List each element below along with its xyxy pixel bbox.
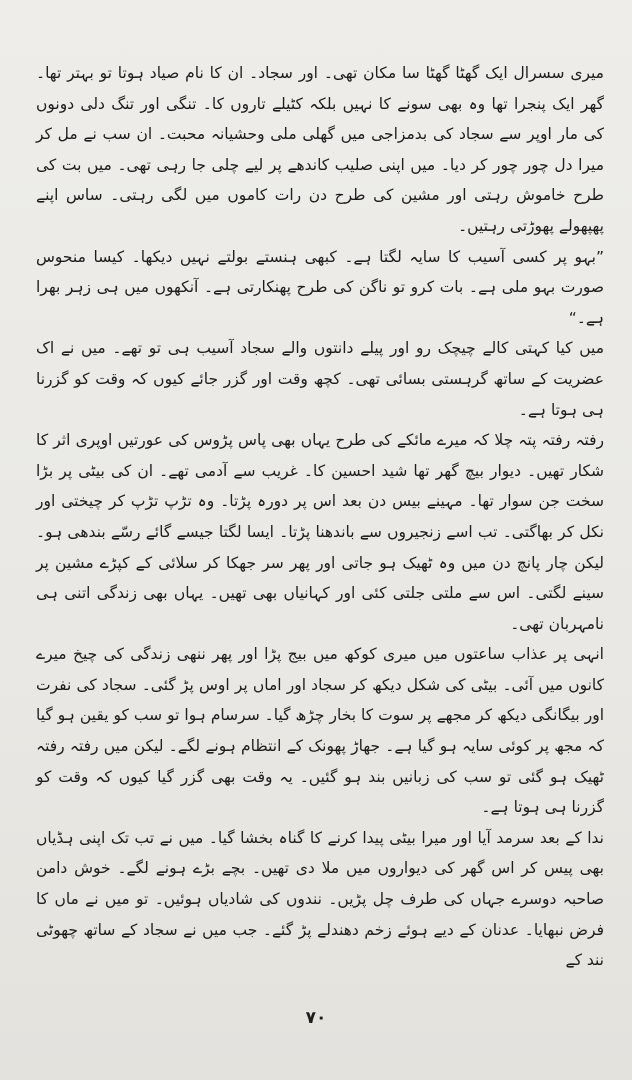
page-number: ۷۰ xyxy=(305,1008,327,1028)
paragraph-6: ندا کے بعد سرمد آیا اور میرا بیٹی پیدا کرنے کا گناہ بخشا گیا۔ میں نے تب تک اپنی ہڈیاں بھی پیس کر اس گھر کی دیواروں میں ملا دی تھیں۔ بچے بڑے ہونے لگے۔ خوش دامن صاحبہ دوسرے جہاں کی طرف چل پڑیں۔ نندوں کی شادیاں ہوئیں۔ تو میں نے ماں کا فرض نبھایا۔ عدنان کے دیے ہوئے زخم دھندلے پڑ گئے۔ جب میں نے سجاد کے ساتھ چھوٹی نند کے xyxy=(36,828,604,970)
paragraph-4: رفتہ رفتہ پتہ چلا کہ میرے مائکے کی طرح یہاں بھی پاس پڑوس کی عورتیں اوپری اثر کا شکار تھیں۔ دیوار بیچ گھر تھا شید احسین کا۔ غریب سے آدمی تھے۔ ان کی بیٹی پر بڑا سخت جن سوار تھا۔ مہینے بیس دن بعد اس پر دورہ پڑتا۔ وہ تڑپ تڑپ کر چیختی اور نکل کر بھاگتی۔ تب اسے زنجیروں سے باندھنا پڑتا۔ ایسا لگتا جیسے گائے رسّے بندھی ہو۔ لیکن چار پانچ دن میں وہ ٹھیک ہو جاتی اور پھر سر جھکا کر سلائی کے کپڑے مشین پر سینے لگتی۔ اس سے ملتی جلتی کئی اور کہانیاں بھی تھیں۔ یہاں بھی زندگی اتنی ہی نامہربان تھی۔ xyxy=(36,431,604,633)
paragraph-3: میں کیا کہتی کالے چیچک رو اور پیلے دانتوں والے سجاد آسیب ہی تو تھے۔ میں نے اک عضریت کے ساتھ گرہستی بسائی تھی۔ کچھ وقت اور گزر جائے کیوں کہ وقت کو گزرنا ہی ہوتا ہے۔ xyxy=(36,339,604,419)
paragraph-5: انہی پر عذاب ساعتوں میں میری کوکھ میں بیج پڑا اور پھر ننھی زندگی کی چیخ میرے کانوں میں آئی۔ بیٹی کی شکل دیکھ کر سجاد اور اماں پر اوس پڑ گئی۔ سجاد کی نفرت اور بیگانگی دیکھ کر مجھے پر سوت کا بخار چڑھ گیا۔ سرسام ہوا تو سب کو یقین ہو گیا کہ مجھ پر کوئی سایہ ہو گیا ہے۔ جھاڑ پھونک کے انتظام ہونے لگے۔ لیکن میں رفتہ رفتہ ٹھیک ہو گئی تو سب کی زبانیں بند ہو گئیں۔ یہ وقت بھی گزر گیا کیوں کہ وقت کو گزرنا ہی ہوتا ہے۔ xyxy=(36,645,604,817)
paragraph-2-quote: ”بہو پر کسی آسیب کا سایہ لگتا ہے۔ کبھی ہنستے بولتے نہیں دیکھا۔ کیسا منحوس صورت بہو ملی ہے۔ بات کرو تو ناگن کی طرح پھنکارتی ہے۔ آنکھوں میں ہی زہر بھرا ہے۔“ xyxy=(36,247,604,327)
body-text xyxy=(36,58,604,976)
paragraph-1: میری سسرال ایک گھٹا گھٹا سا مکان تھی۔ اور سجاد۔ ان کا نام صیاد ہوتا تو بہتر تھا۔ گھر ایک پنجرا تھا وہ بھی سونے کا نہیں بلکہ کٹیلے تاروں کا۔ تنگی اور تنگ دلی دونوں کی مار اوپر سے سجاد کی بدمزاجی میں گھلی ملی وحشیانہ محبت۔ ان سب نے مل کر میرا دل چور چور کر دیا۔ میں اپنی صلیب کاندھے پر لیے چلی جا رہی تھی۔ میں بت کی طرح خاموش رہتی اور مشین کی طرح دن رات کاموں میں لگی رہتی۔ ساس اپنے پھپھولے پھوڑتی رہتیں۔ xyxy=(36,64,604,235)
